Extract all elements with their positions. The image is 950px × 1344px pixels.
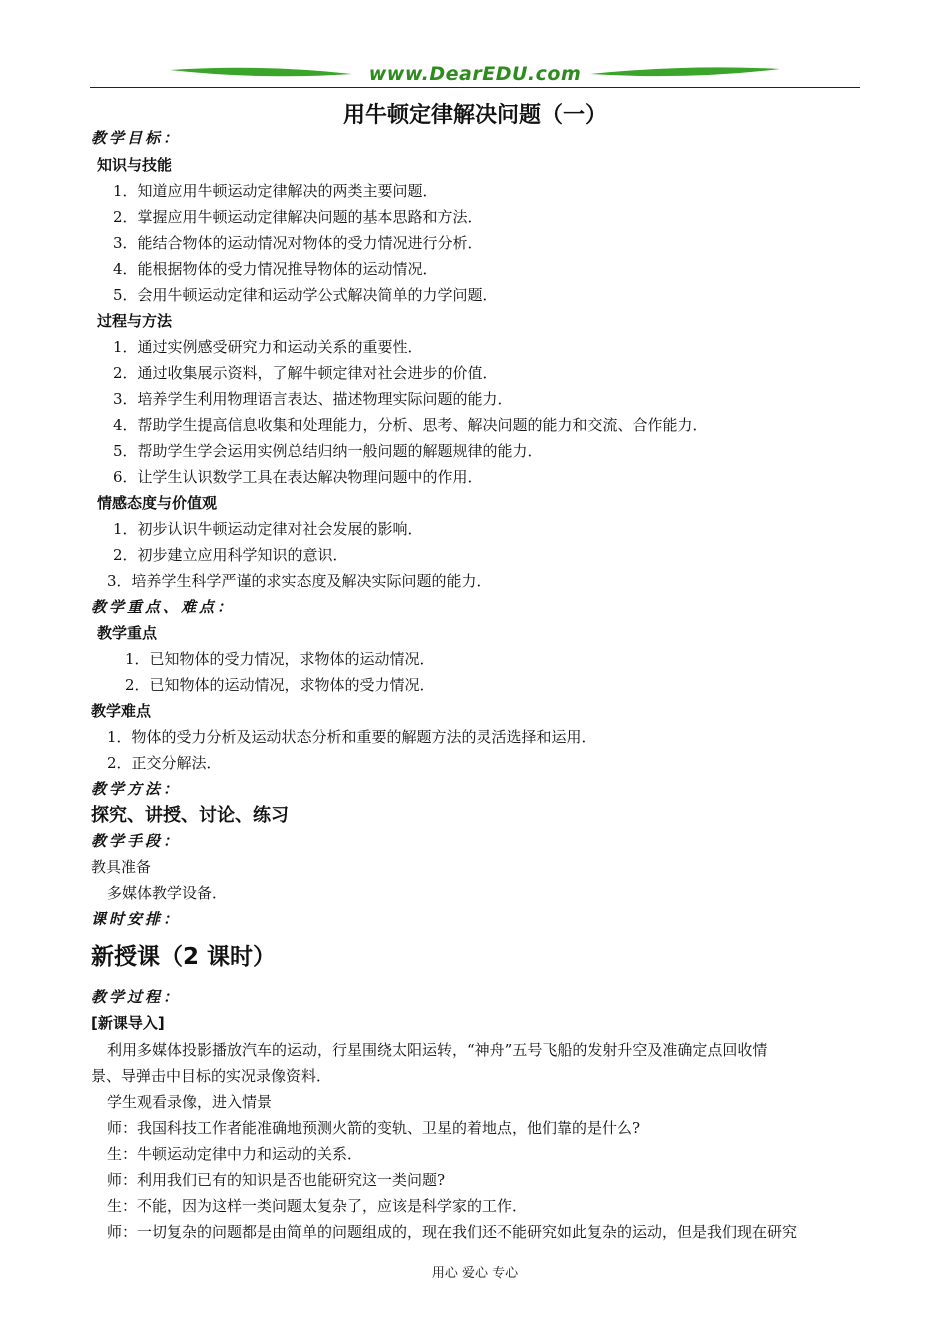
process-item: 5．帮助学生学会运用实例总结归纳一般问题的解题规律的能力．: [113, 442, 543, 460]
process-item: 3．培养学生利用物理语言表达、描述物理实际问题的能力．: [113, 390, 513, 408]
dialogue-line: 学生观看录像，进入情景: [107, 1093, 273, 1111]
keypoints-label: 教学重点、难点：: [91, 598, 236, 616]
site-header: [90, 60, 860, 90]
keypoint-item: 2．已知物体的运动情况，求物体的受力情况．: [125, 676, 435, 694]
page-footer: 用心 爱心 专心: [431, 1266, 519, 1281]
keypoint-item: 1．已知物体的受力情况，求物体的运动情况．: [125, 650, 435, 668]
knowledge-item: 5．会用牛顿运动定律和运动学公式解决简单的力学问题．: [113, 286, 498, 304]
dialogue-line: 师：利用我们已有的知识是否也能研究这一类问题?: [107, 1171, 446, 1189]
knowledge-item: 2．掌握应用牛顿运动定律解决问题的基本思路和方法．: [113, 208, 483, 226]
means-heading: 教具准备: [91, 858, 152, 876]
page-title: 用牛顿定律解决问题（一）: [342, 103, 607, 128]
site-logo-text: www.DearEDU.com: [368, 63, 582, 85]
means-text: 多媒体教学设备．: [107, 884, 228, 902]
header-divider: [90, 87, 860, 88]
knowledge-item: 3．能结合物体的运动情况对物体的受力情况进行分析．: [113, 234, 483, 252]
dialogue-line: 生：不能，因为这样一类问题太复杂了，应该是科学家的工作．: [107, 1197, 528, 1215]
intro-paragraph-line: 利用多媒体投影播放汽车的运动，行星围绕太阳运转，“神舟”五号飞船的发射升空及准确定点回收情: [107, 1041, 768, 1059]
difficulty-item: 1．物体的受力分析及运动状态分析和重要的解题方法的灵活选择和运用．: [107, 728, 597, 746]
means-label: 教学手段：: [91, 832, 182, 850]
method-label: 教学方法：: [91, 780, 182, 798]
teaching-process-label: 教学过程：: [91, 988, 182, 1006]
difficulty-heading: 教学难点: [91, 702, 152, 720]
emotion-item: 2．初步建立应用科学知识的意识．: [113, 546, 348, 564]
schedule-text: 新授课（2 课时）: [91, 944, 277, 970]
dialogue-line: 师：一切复杂的问题都是由简单的问题组成的，现在我们还不能研究如此复杂的运动，但是我们现在研究: [107, 1223, 798, 1241]
emotion-heading: 情感态度与价值观: [97, 494, 218, 512]
process-item: 1．通过实例感受研究力和运动关系的重要性．: [113, 338, 423, 356]
process-heading: 过程与方法: [97, 312, 173, 330]
process-item: 4．帮助学生提高信息收集和处理能力，分析、思考、解决问题的能力和交流、合作能力．: [113, 416, 708, 434]
intro-paragraph-line: 景、导弹击中目标的实况录像资料．: [91, 1067, 332, 1085]
goals-label: 教学目标：: [91, 129, 182, 147]
keypoint-heading: 教学重点: [97, 624, 158, 642]
dialogue-line: 师：我国科技工作者能准确地预测火箭的变轨、卫星的着地点，他们靠的是什么?: [107, 1119, 641, 1137]
knowledge-heading: 知识与技能: [97, 156, 173, 174]
schedule-label: 课时安排：: [91, 910, 182, 928]
process-item: 2．通过收集展示资料，了解牛顿定律对社会进步的价值．: [113, 364, 498, 382]
intro-label: [新课导入]: [91, 1014, 165, 1032]
emotion-item: 3．培养学生科学严谨的求实态度及解决实际问题的能力．: [107, 572, 492, 590]
process-item: 6．让学生认识数学工具在表达解决物理问题中的作用．: [113, 468, 483, 486]
knowledge-item: 1．知道应用牛顿运动定律解决的两类主要问题．: [113, 182, 438, 200]
difficulty-item: 2．正交分解法．: [107, 754, 222, 772]
knowledge-item: 4．能根据物体的受力情况推导物体的运动情况．: [113, 260, 438, 278]
method-text: 探究、讲授、讨论、练习: [91, 805, 289, 826]
emotion-item: 1．初步认识牛顿运动定律对社会发展的影响．: [113, 520, 423, 538]
dialogue-line: 生：牛顿运动定律中力和运动的关系．: [107, 1145, 363, 1163]
